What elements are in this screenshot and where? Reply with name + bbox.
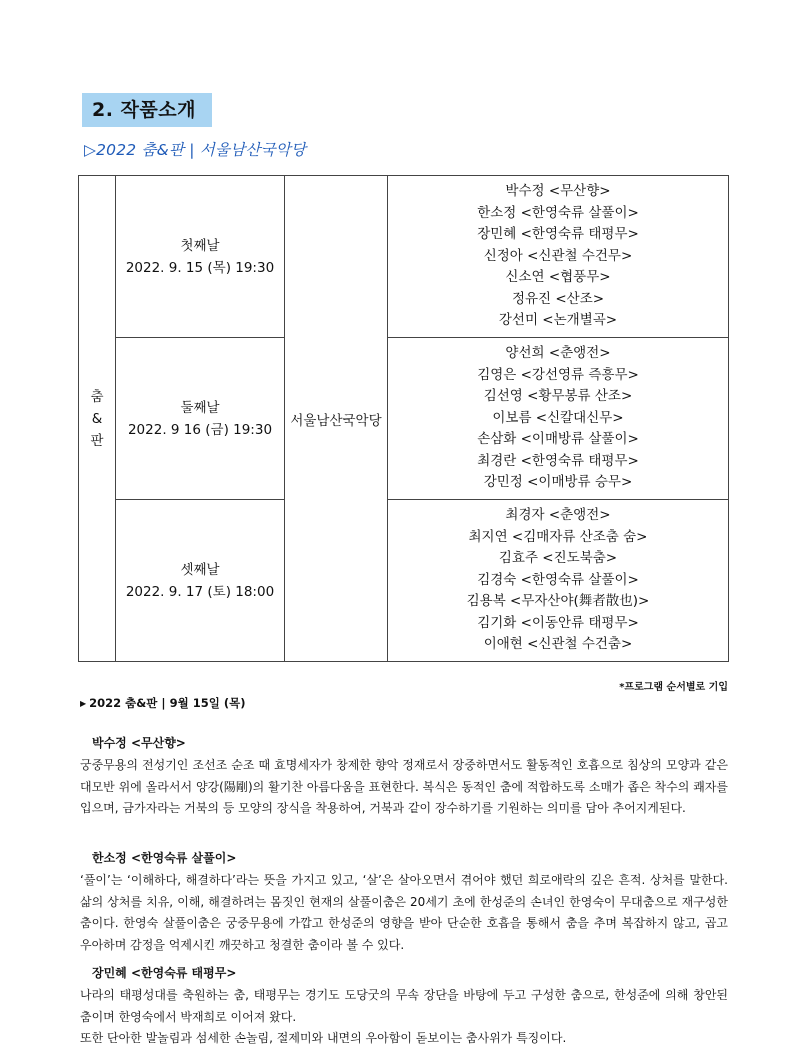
- piece-paragraph: 나라의 태평성대를 축원하는 춤, 태평무는 경기도 도당굿의 무속 장단을 바탕에 두고 구성한 춤으로, 한성준에 의해 창안된 춤이며 한영숙에서 박재희로 이어져 왔다.: [80, 988, 728, 1024]
- table-row: [79, 176, 729, 338]
- piece-description: [80, 870, 728, 956]
- table-row: [79, 338, 729, 500]
- day-name: 셋째날: [180, 561, 220, 578]
- category-char: &: [91, 410, 103, 427]
- performer-item: 박수정 <무산향>: [505, 183, 611, 200]
- day-date: 2022. 9. 17 (토) 18:00: [125, 583, 275, 600]
- piece-title: 장민혜 <한영숙류 태평무>: [92, 966, 237, 980]
- day-cell: [116, 500, 285, 662]
- day-date: 2022. 9 16 (금) 19:30: [127, 421, 273, 438]
- program-heading-text: 2022 춤&판 | 9월 15일 (목): [89, 696, 246, 710]
- performer-item: 김영은 <강선영류 즉흥무>: [477, 366, 639, 383]
- program-heading: [80, 695, 245, 711]
- performer-item: 한소정 <한영숙류 살풀이>: [477, 204, 639, 221]
- performer-item: 김경숙 <한영숙류 살풀이>: [477, 571, 639, 588]
- performer-item: 김기화 <이동안류 태평무>: [477, 614, 639, 631]
- performer-item: 최경란 <한영숙류 태평무>: [477, 452, 639, 469]
- piece-paragraph: 또한 단아한 발놀림과 섬세한 손놀림, 절제미와 내면의 우아함이 돋보이는 춤사위가 특징이다.: [80, 1031, 567, 1045]
- performer-item: 김선영 <황무봉류 산조>: [483, 388, 633, 405]
- piece-title: 박수정 <무산향>: [92, 736, 186, 750]
- performer-item: 강민정 <이매방류 승무>: [483, 474, 633, 491]
- performer-item: 신정아 <신관철 수건무>: [483, 247, 633, 264]
- category-cell: [79, 176, 116, 662]
- performer-item: 이애현 <신관철 수건춤>: [483, 636, 633, 653]
- category-char: 판: [90, 432, 104, 449]
- performer-item: 신소연 <협풍무>: [505, 269, 611, 286]
- performer-list: [388, 500, 729, 662]
- performer-item: 김효주 <진도북춤>: [498, 550, 618, 567]
- venue-name: 서울남산국악당: [290, 412, 382, 429]
- event-subtitle: ▷2022 춤&판 | 서울남산국악당: [84, 141, 307, 159]
- section-title: 2. 작품소개: [82, 93, 212, 127]
- performer-item: 최지연 <김매자류 산조춤 숨>: [468, 528, 648, 545]
- piece-entry: [80, 733, 728, 820]
- day-cell: [116, 338, 285, 500]
- category-char: 춤: [90, 388, 104, 405]
- day-date: 2022. 9. 15 (목) 19:30: [125, 259, 275, 276]
- piece-entry: [80, 848, 728, 956]
- piece-title: 한소정 <한영숙류 살풀이>: [92, 851, 237, 865]
- piece-description: [80, 985, 728, 1050]
- performer-item: 정유진 <산조>: [511, 290, 605, 307]
- performer-list: [388, 338, 729, 500]
- piece-description: [80, 755, 728, 820]
- piece-paragraph: ‘풀이’는 ‘이해하다, 해결하다’라는 뜻을 가지고 있고, ‘살’은 살아오면서 겪어야 했던 희로애락의 깊은 흔적. 상처를 말한다. 삶의 상처를 치유, 이해, 해결하려는 몸짓인 현재의 살풀이춤은 20세기 초에 한성준의 손녀인 한영숙이 무대춤으로 재구성한 춤이다. 한영숙 살풀이춤은 궁중무용에 가깝고 한성준의 영향을 받아 단순한 호흡을 통해서 춤을 추며 복잡하지 않고, 곱고 우아하며 감정을 억제시킨 깨끗하고 청결한 춤이라 볼 수 있다.: [80, 873, 728, 952]
- performer-item: 김용복 <무자산야(舞者散也)>: [466, 593, 650, 610]
- venue-cell: [285, 176, 388, 662]
- program-order-note: *프로그램 순서별로 기입: [619, 682, 728, 693]
- performer-item: 장민혜 <한영숙류 태평무>: [477, 226, 639, 243]
- day-cell: [116, 176, 285, 338]
- schedule-table: [78, 175, 729, 662]
- day-name: 둘째날: [180, 399, 220, 416]
- performer-item: 최경자 <춘앵전>: [505, 507, 611, 524]
- table-row: [79, 500, 729, 662]
- performer-item: 강선미 <논개별곡>: [498, 312, 618, 329]
- piece-paragraph: 궁중무용의 전성기인 조선조 순조 때 효명세자가 창제한 향악 정재로서 장중하면서도 활동적인 호흡으로 침상의 모양과 같은 대모반 위에 올라서서 양강(陽剛)의 활기찬 아름다움을 표현한다. 복식은 동적인 춤에 적합하도록 소매가 좁은 착수의 쾌자를 입으며, 금가자라는 거북의 등 모양의 장식을 착용하여, 거북과 같이 장수하기를 기원하는 의미를 담아 추어지게된다.: [80, 758, 728, 815]
- performer-item: 양선희 <춘앵전>: [505, 345, 611, 362]
- performer-item: 손삼화 <이매방류 살풀이>: [477, 431, 639, 448]
- performer-item: 이보름 <신칼대신무>: [492, 409, 624, 426]
- performer-list: [388, 176, 729, 338]
- triangle-right-icon: ▶: [80, 699, 87, 708]
- piece-entry: [80, 963, 728, 1050]
- day-name: 첫째날: [180, 237, 220, 254]
